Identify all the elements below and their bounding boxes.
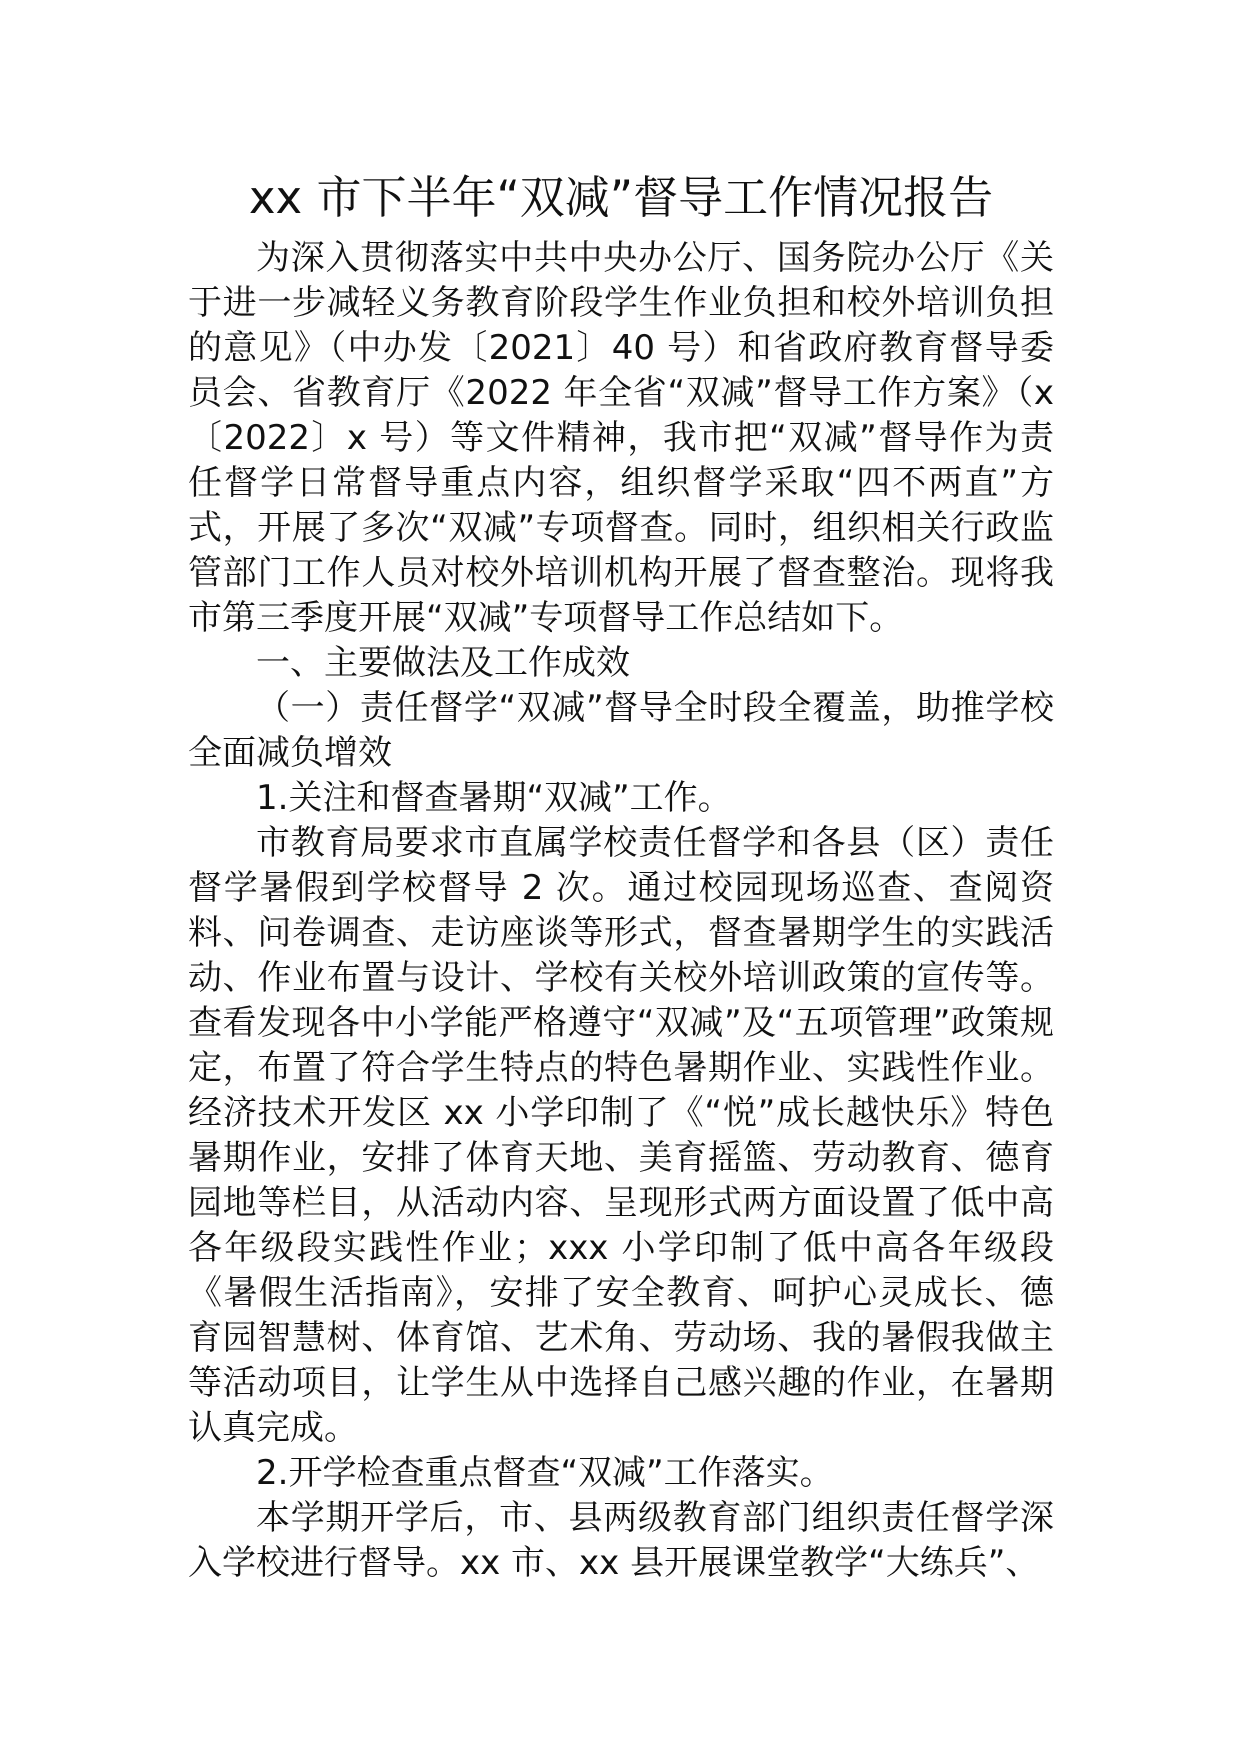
document-title: xx 市下半年“双减”督导工作情况报告 xyxy=(248,171,994,224)
intro-paragraph: 为深入贯彻落实中共中央办公厅、国务院办公厅《关于进一步减轻义务教育阶段学生作业负担和校外培训负担的意见》（中办发〔2021〕40 号）和省政府教育督导委员会、省教育厅《2022 年全省“双减”督导工作方案》（x〔2022〕x 号）等文件精神，我市把“双减”督导作为责任督学日常督导重点内容，组织督学采取“四不两直”方式，开展了多次“双减”专项督查。同时，组织相关行政监管部门工作人员对校外培训机构开展了督查整治。现将我市第三季度开展“双减”专项督导工作总结如下。 xyxy=(188,238,1054,638)
section-heading-1: 一、主要做法及工作成效 xyxy=(256,643,630,683)
document-page xyxy=(188,168,1054,1586)
item-heading-2: 2.开学检查重点督查“双减”工作落实。 xyxy=(256,1453,834,1493)
body-paragraph-1: 市教育局要求市直属学校责任督学和各县（区）责任督学暑假到学校督导 2 次。通过校园现场巡查、查阅资料、问卷调查、走访座谈等形式，督查暑期学生的实践活动、作业布置与设计、学校有关校外培训政策的宣传等。查看发现各中小学能严格遵守“双减”及“五项管理”政策规定，布置了符合学生特点的特色暑期作业、实践性作业。经济技术开发区 xx 小学印制了《“悦”成长越快乐》特色暑期作业，安排了体育天地、美育摇篮、劳动教育、德育园地等栏目，从活动内容、呈现形式两方面设置了低中高各年级段实践性作业；xxx 小学印制了低中高各年级段《暑假生活指南》，安排了安全教育、呵护心灵成长、德育园智慧树、体育馆、艺术角、劳动场、我的暑假我做主等活动项目，让学生从中选择自己感兴趣的作业，在暑期认真完成。 xyxy=(188,823,1054,1448)
subsection-heading-1: （一）责任督学“双减”督导全时段全覆盖，助推学校全面减负增效 xyxy=(188,688,1054,773)
body-paragraph-2: 本学期开学后，市、县两级教育部门组织责任督学深入学校进行督导。xx 市、xx 县开展课堂教学“大练兵”、 xyxy=(188,1498,1054,1583)
item-heading-1: 1.关注和督查暑期“双减”工作。 xyxy=(256,778,732,818)
